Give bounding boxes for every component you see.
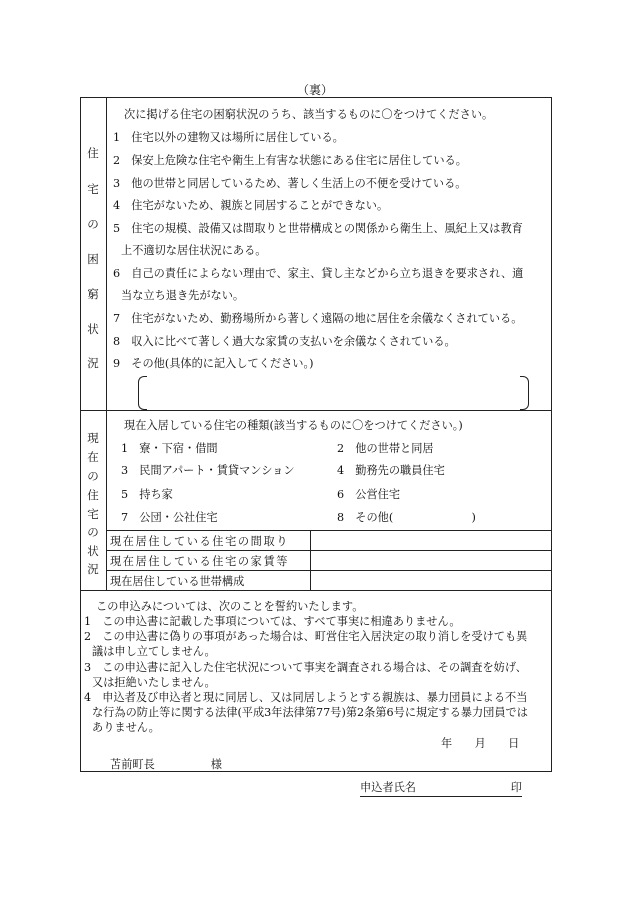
label-column-divider (106, 97, 107, 590)
pledge-item: 3 この申込書に記入した住宅状況について事実を調査される場合は、その調査を妨げ、 (84, 661, 527, 674)
pledge-item: 1 この申込書に記載した事項については、すべて事実に相違ありません。 (84, 615, 461, 628)
label-char: の (87, 217, 99, 231)
label-char: 住 (87, 146, 99, 160)
row-label-rent: 現在居住している住宅の家賃等 (110, 555, 290, 568)
housing-type-option[interactable]: 7 公団・公社住宅 (121, 511, 218, 524)
pledge-item-cont: ありません。 (92, 721, 160, 734)
housing-type-option[interactable]: 8 その他( ) (337, 511, 476, 524)
addressee: 苫前町長 様 (110, 758, 222, 771)
condition-item: 6 自己の責任によらない理由で、家主、貸し主などから立ち退きを要求され、適 (113, 267, 524, 280)
other-detail-bracket-left (138, 376, 147, 410)
housing-type-option[interactable]: 6 公営住宅 (337, 488, 401, 501)
label-char: 状 (87, 322, 99, 336)
condition-item: 5 住宅の規模、設備又は間取りと世帯構成との関係から衛生上、風紀上又は教育 (113, 222, 523, 235)
pledge-item: 4 申込者及び申込者と現に同居し、又は同居しようとする親族は、暴力団員による不当 (84, 691, 528, 704)
pledge-item-cont: 議は申し立てしません。 (92, 645, 216, 658)
row-value-divider (310, 530, 311, 590)
applicant-name-field[interactable] (360, 779, 522, 797)
floor-plan-field[interactable] (312, 531, 550, 549)
pledge-item: 2 この申込書に偽りの事項があった場合は、町営住宅入居決定の取り消しを受けても異 (84, 630, 528, 643)
label-char: 住 (87, 488, 99, 502)
condition-item: 1 住宅以外の建物又は場所に居住している。 (113, 131, 344, 144)
condition-item: 4 住宅がないため、親族と同居することができない。 (113, 199, 389, 212)
date-field[interactable]: 年 月 日 (441, 737, 520, 750)
label-char: 現 (87, 431, 99, 445)
housing-type-option[interactable]: 2 他の世帯と同居 (337, 442, 434, 455)
label-char: の (87, 469, 99, 483)
row-label-household: 現在居住している世帯構成 (110, 575, 245, 588)
housing-type-option[interactable]: 3 民間アパート・賃貸マンション (121, 464, 295, 477)
condition-item: 3 他の世帯と同居しているため、著しく生活上の不便を受けている。 (113, 177, 467, 190)
housing-type-option[interactable]: 4 勤務先の職員住宅 (337, 464, 445, 477)
condition-item-cont: 上不適切な居住状況にある。 (121, 244, 267, 257)
section2-intro: 現在入居している住宅の種類(該当するものに〇をつけてください。) (124, 419, 463, 432)
label-char: 困 (87, 252, 99, 266)
household-field[interactable] (312, 571, 550, 589)
housing-type-option[interactable]: 5 持ち家 (121, 488, 173, 501)
row-label-floor-plan: 現在居住している住宅の間取り (110, 535, 290, 548)
housing-type-option[interactable]: 1 寮・下宿・借間 (121, 442, 218, 455)
label-char: 宅 (87, 507, 99, 521)
rent-field[interactable] (312, 551, 550, 569)
label-char: 宅 (87, 182, 99, 196)
applicant-label: 申込者氏名 (360, 781, 416, 794)
label-char: 況 (87, 356, 99, 370)
divider-section1 (80, 410, 552, 411)
label-char: 況 (87, 562, 99, 576)
divider-section2 (80, 590, 552, 591)
condition-item: 8 収入に比べて著しく過大な家賃の支払いを余儀なくされている。 (113, 335, 456, 348)
condition-item: 7 住宅がないため、勤務場所から著しく遠隔の地に居住を余儀なくされている。 (113, 312, 523, 325)
label-char: 窮 (87, 287, 99, 301)
other-detail-field[interactable] (148, 378, 518, 406)
section1-intro: 次に掲げる住宅の困窮状況のうち、該当するものに〇をつけてください。 (124, 108, 494, 121)
pledge-intro: この申込みについては、次のことを誓約いたします。 (96, 600, 364, 613)
label-char: 状 (87, 544, 99, 558)
other-detail-bracket-right (520, 376, 529, 410)
condition-item: 9 その他(具体的に記入してください。) (113, 357, 314, 370)
condition-item: 2 保安上危険な住宅や衛生上有害な状態にある住宅に居住している。 (113, 154, 467, 167)
pledge-item-cont: 又は拒絶いたしません。 (92, 676, 216, 689)
pledge-item-cont: な行為の防止等に関する法律(平成3年法律第77号)第2条第6号に規定する暴力団員では (92, 706, 528, 719)
seal-mark: 印 (510, 781, 522, 794)
label-char: の (87, 525, 99, 539)
page-title: （裏） (296, 83, 333, 97)
condition-item-cont: 当な立ち退き先がない。 (121, 289, 245, 302)
label-char: 在 (87, 450, 99, 464)
